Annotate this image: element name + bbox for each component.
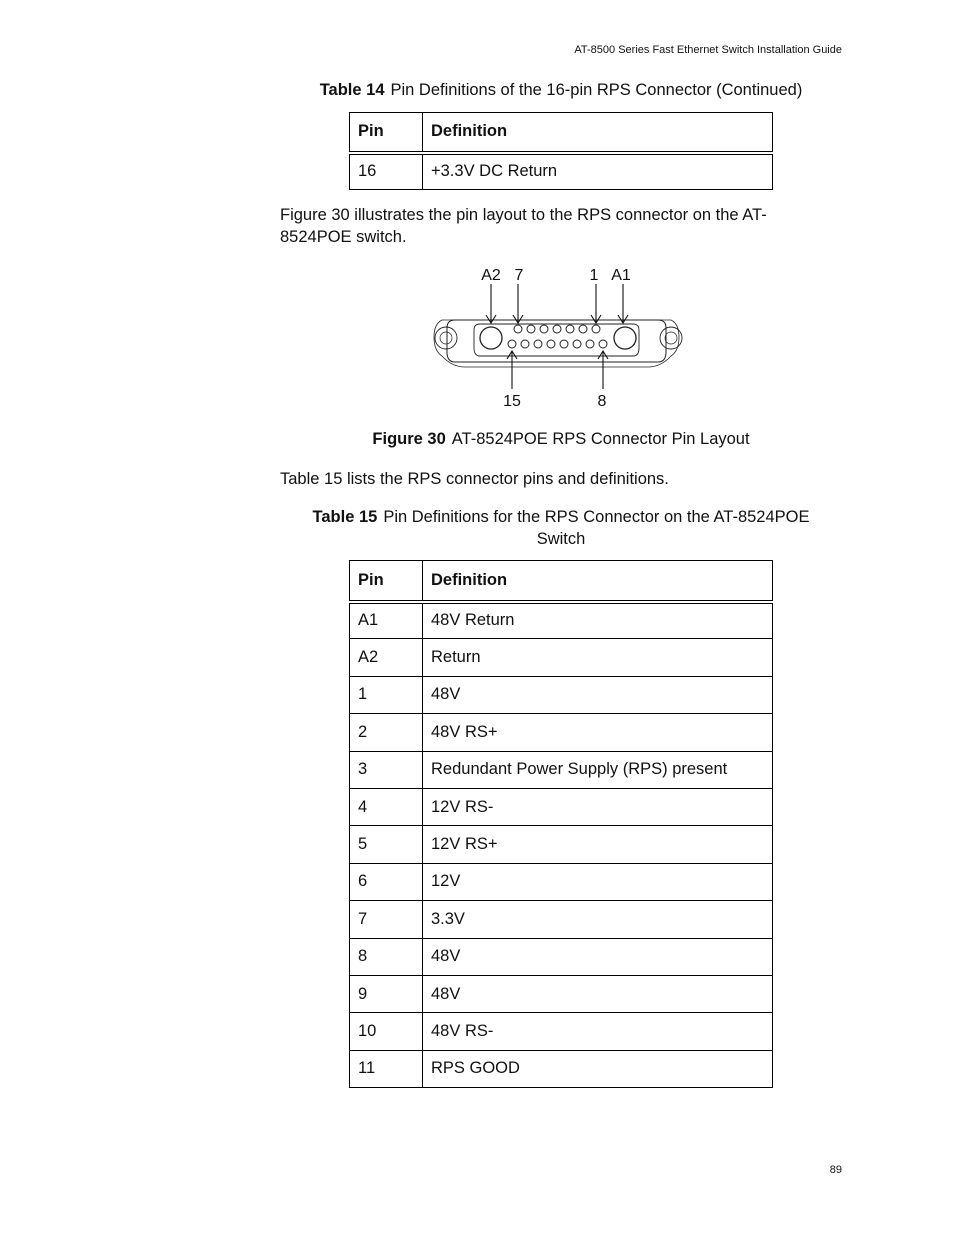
- pin-cell: 16: [350, 153, 423, 190]
- figure30-caption-label: Figure 30: [372, 430, 446, 448]
- pin-12: [547, 340, 555, 348]
- label-15: 15: [503, 393, 521, 410]
- table-row: [350, 714, 773, 751]
- table-row: [350, 751, 773, 788]
- figure30-caption: [0, 428, 954, 450]
- pin-cell: A2: [350, 639, 423, 676]
- table-row: [350, 901, 773, 938]
- running-header: AT-8500 Series Fast Ethernet Switch Installation Guide: [574, 44, 842, 56]
- pin-2: [579, 325, 587, 333]
- table15-caption-line2: Switch: [536, 530, 586, 548]
- definition-cell: 48V: [423, 975, 773, 1012]
- pin-15: [508, 340, 516, 348]
- pin-1: [592, 325, 600, 333]
- definition-cell: RPS GOOD: [423, 1050, 773, 1087]
- pin-13: [534, 340, 542, 348]
- table15: [349, 560, 773, 1088]
- pin-cell: 9: [350, 975, 423, 1012]
- lead-paragraph: Table 15 lists the RPS connector pins and definitions.: [280, 470, 669, 488]
- pin-cell: A1: [350, 602, 423, 639]
- mounting-screw-left: [435, 327, 457, 349]
- table-row: [350, 602, 773, 639]
- pin-a2: [480, 327, 502, 349]
- table14-caption-text: Pin Definitions of the 16-pin RPS Connector (Continued): [390, 81, 803, 99]
- table-row: [350, 153, 773, 190]
- connector-flange: [434, 320, 679, 367]
- definition-cell: 48V: [423, 938, 773, 975]
- pin-cell: 3: [350, 751, 423, 788]
- definition-cell: 12V RS-: [423, 788, 773, 825]
- intro-paragraph: Figure 30 illustrates the pin layout to the RPS connector on the AT-8524POE switch.: [280, 206, 767, 246]
- pin-3: [566, 325, 574, 333]
- definition-cell: 48V RS+: [423, 714, 773, 751]
- pin-10: [573, 340, 581, 348]
- label-8: 8: [597, 393, 607, 410]
- figure30-caption-text: AT-8524POE RPS Connector Pin Layout: [451, 430, 750, 448]
- table14-caption-label: Table 14: [319, 81, 385, 99]
- pin-cell: 1: [350, 676, 423, 713]
- table14-caption: [0, 79, 954, 101]
- definition-cell: 12V: [423, 863, 773, 900]
- definition-cell: 48V Return: [423, 602, 773, 639]
- pin-cell: 7: [350, 901, 423, 938]
- page-number: 89: [829, 1164, 842, 1176]
- pin-cell: 5: [350, 826, 423, 863]
- table14-col-definition: Definition: [423, 113, 773, 153]
- label-a1: A1: [611, 267, 631, 284]
- table-row: [350, 938, 773, 975]
- table15-caption: [0, 506, 954, 550]
- definition-cell: 3.3V: [423, 901, 773, 938]
- table14: [349, 112, 773, 190]
- pin-7: [514, 325, 522, 333]
- table-row: [350, 1050, 773, 1087]
- definition-cell: Redundant Power Supply (RPS) present: [423, 751, 773, 788]
- pin-4: [553, 325, 561, 333]
- pin-6: [527, 325, 535, 333]
- pin-5: [540, 325, 548, 333]
- table-row: [350, 826, 773, 863]
- definition-cell: 48V: [423, 676, 773, 713]
- table-row: [350, 863, 773, 900]
- label-1: 1: [589, 267, 599, 284]
- table-row: [350, 788, 773, 825]
- pin-14: [521, 340, 529, 348]
- table14-col-pin: Pin: [350, 113, 423, 153]
- table-row: [350, 1013, 773, 1050]
- pin-a1: [614, 327, 636, 349]
- pin-9: [586, 340, 594, 348]
- table15-caption-text: Pin Definitions for the RPS Connector on the AT-8524POE: [383, 508, 810, 526]
- table15-caption-label: Table 15: [312, 508, 378, 526]
- definition-cell: +3.3V DC Return: [423, 153, 773, 190]
- table-row: [350, 676, 773, 713]
- label-a2: A2: [481, 267, 501, 284]
- pin-cell: 11: [350, 1050, 423, 1087]
- pin-8: [599, 340, 607, 348]
- table-row: [350, 975, 773, 1012]
- table15-col-definition: Definition: [423, 561, 773, 602]
- label-7: 7: [514, 267, 524, 284]
- table-row: [350, 639, 773, 676]
- definition-cell: 12V RS+: [423, 826, 773, 863]
- rps-connector-diagram: [420, 258, 700, 418]
- pin-cell: 8: [350, 938, 423, 975]
- pin-cell: 6: [350, 863, 423, 900]
- definition-cell: Return: [423, 639, 773, 676]
- definition-cell: 48V RS-: [423, 1013, 773, 1050]
- pin-cell: 10: [350, 1013, 423, 1050]
- pin-cell: 2: [350, 714, 423, 751]
- pin-cell: 4: [350, 788, 423, 825]
- table15-col-pin: Pin: [350, 561, 423, 602]
- pin-11: [560, 340, 568, 348]
